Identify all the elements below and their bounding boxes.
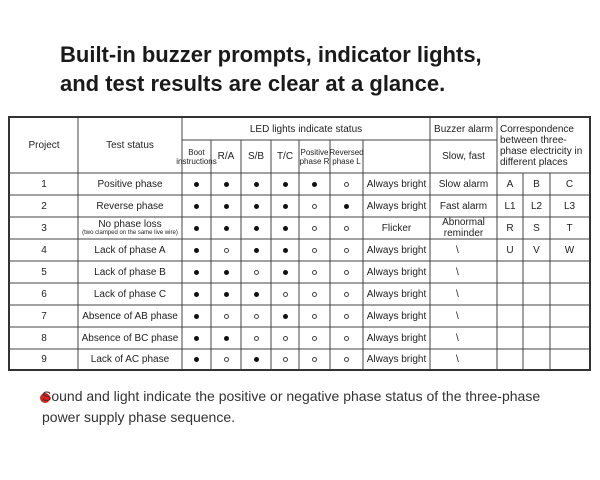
row-test-status	[78, 217, 182, 239]
row-status-subtext: (two clamped on the same live wire)	[82, 230, 178, 236]
row-project: 1	[41, 178, 47, 190]
row-buzzer: \	[456, 310, 459, 322]
led-on-icon	[224, 226, 229, 231]
led-off-icon	[283, 336, 288, 341]
row-led-mode: Always bright	[366, 288, 427, 300]
row-correspondence: B	[533, 178, 540, 190]
led-off-icon	[344, 357, 349, 362]
row-correspondence: W	[564, 244, 575, 256]
row-status-text: No phase loss	[98, 219, 162, 230]
row-status-text: Absence of AB phase	[82, 310, 178, 322]
led-off-icon	[312, 204, 317, 209]
row-correspondence	[497, 305, 523, 327]
row-led-mode: Always bright	[366, 200, 427, 212]
row-correspondence	[523, 261, 550, 283]
led-off-icon	[254, 270, 259, 275]
row-test-status	[78, 349, 182, 369]
led-on-icon	[254, 248, 259, 253]
led-on-icon	[283, 248, 288, 253]
led-off-icon	[312, 248, 317, 253]
led-off-icon	[344, 336, 349, 341]
led-off-icon	[344, 270, 349, 275]
led-off-icon	[344, 248, 349, 253]
header-boot: Boot instructions	[176, 147, 217, 166]
row-buzzer: \	[456, 244, 459, 256]
row-correspondence	[550, 327, 589, 349]
led-on-icon	[224, 270, 229, 275]
row-test-status	[78, 261, 182, 283]
row-project: 9	[41, 353, 47, 365]
led-on-icon	[283, 182, 288, 187]
led-on-icon	[283, 226, 288, 231]
row-correspondence	[497, 261, 523, 283]
row-test-status	[78, 305, 182, 327]
row-correspondence: R	[506, 222, 514, 234]
led-off-icon	[312, 292, 317, 297]
row-buzzer: \	[456, 266, 459, 278]
row-correspondence: L2	[530, 200, 543, 212]
led-on-icon	[224, 182, 229, 187]
led-off-icon	[312, 336, 317, 341]
led-off-icon	[224, 357, 229, 362]
led-off-icon	[344, 292, 349, 297]
row-correspondence	[523, 283, 550, 305]
led-off-icon	[283, 292, 288, 297]
row-correspondence	[523, 305, 550, 327]
row-correspondence	[550, 349, 589, 369]
led-off-icon	[344, 182, 349, 187]
row-status-text: Absence of BC phase	[81, 332, 179, 344]
row-correspondence: L1	[504, 200, 516, 212]
row-status-text: Lack of phase B	[94, 266, 166, 278]
row-correspondence	[523, 349, 550, 369]
row-project: 8	[41, 332, 47, 344]
row-test-status	[78, 283, 182, 305]
row-led-mode: Flicker	[381, 222, 412, 234]
row-buzzer: Fast alarm	[439, 200, 488, 212]
header-led-group: LED lights indicate status	[249, 123, 363, 135]
header-ra: R/A	[217, 151, 235, 162]
row-correspondence: S	[533, 222, 540, 234]
row-buzzer: Abnormal reminder	[442, 217, 485, 239]
led-on-icon	[194, 270, 199, 275]
header-reversed-phase: Reversed phase L	[329, 147, 364, 166]
row-project: 5	[41, 266, 47, 278]
row-project: 7	[41, 310, 47, 322]
row-correspondence	[497, 327, 523, 349]
row-led-mode: Always bright	[366, 310, 427, 322]
led-on-icon	[254, 357, 259, 362]
header-buzzer-sub: Slow, fast	[442, 151, 485, 162]
row-led-mode: Always bright	[366, 266, 427, 278]
led-off-icon	[312, 270, 317, 275]
row-led-mode: Always bright	[366, 332, 427, 344]
led-on-icon	[194, 182, 199, 187]
row-correspondence: V	[533, 244, 540, 256]
led-off-icon	[344, 226, 349, 231]
row-project: 6	[41, 288, 47, 300]
led-on-icon	[283, 314, 288, 319]
led-on-icon	[194, 226, 199, 231]
header-project: Project	[28, 140, 60, 151]
led-off-icon	[312, 314, 317, 319]
header-buzzer: Buzzer alarm	[434, 123, 493, 135]
header-sb: S/B	[247, 151, 265, 162]
led-on-icon	[224, 336, 229, 341]
led-on-icon	[312, 182, 317, 187]
led-on-icon	[344, 204, 349, 209]
row-correspondence	[497, 283, 523, 305]
led-off-icon	[283, 357, 288, 362]
header-correspondence: Correspondence between three-phase electricity in different places	[500, 123, 583, 168]
row-buzzer: \	[456, 288, 459, 300]
row-correspondence: C	[565, 178, 574, 190]
led-off-icon	[254, 314, 259, 319]
row-correspondence	[550, 283, 589, 305]
row-status-text: Lack of AC phase	[90, 353, 170, 365]
row-led-mode: Always bright	[366, 353, 427, 365]
row-project: 2	[41, 200, 47, 212]
led-on-icon	[194, 336, 199, 341]
headline-line-1: Built-in buzzer prompts, indicator lights,	[60, 42, 482, 67]
row-project: 4	[41, 244, 47, 256]
headline-line-2: and test results are clear at a glance.	[60, 71, 446, 96]
row-correspondence: T	[566, 222, 573, 234]
row-project: 3	[41, 222, 47, 234]
row-test-status	[78, 239, 182, 261]
led-off-icon	[254, 336, 259, 341]
row-buzzer: \	[456, 353, 459, 365]
row-status-text: Positive phase	[97, 178, 163, 190]
row-correspondence	[550, 305, 589, 327]
led-on-icon	[194, 357, 199, 362]
header-tc: T/C	[276, 151, 294, 162]
status-table	[8, 116, 591, 371]
row-correspondence	[550, 261, 589, 283]
row-test-status	[78, 195, 182, 217]
led-on-icon	[283, 204, 288, 209]
led-on-icon	[224, 204, 229, 209]
led-on-icon	[254, 204, 259, 209]
led-on-icon	[194, 292, 199, 297]
led-on-icon	[254, 226, 259, 231]
led-on-icon	[194, 314, 199, 319]
row-test-status	[78, 327, 182, 349]
led-on-icon	[224, 292, 229, 297]
led-off-icon	[312, 226, 317, 231]
row-correspondence: A	[506, 178, 514, 190]
row-status-text: Lack of phase C	[93, 288, 167, 300]
led-on-icon	[194, 248, 199, 253]
led-off-icon	[344, 314, 349, 319]
header-test-status: Test status	[106, 140, 154, 151]
footnote: Sound and light indicate the positive or negative phase status of the three-phase power supply phase sequence.	[42, 388, 541, 425]
led-off-icon	[312, 357, 317, 362]
led-on-icon	[254, 292, 259, 297]
row-status-text: Reverse phase	[96, 200, 164, 212]
headline	[60, 40, 580, 98]
led-on-icon	[283, 270, 288, 275]
row-correspondence: U	[506, 244, 514, 256]
row-correspondence	[497, 349, 523, 369]
row-buzzer: \	[456, 332, 459, 344]
row-led-mode: Always bright	[366, 244, 427, 256]
row-correspondence	[523, 327, 550, 349]
row-led-mode: Always bright	[366, 178, 427, 190]
row-buzzer: Slow alarm	[438, 178, 489, 190]
header-positive-phase: Positive phase R	[299, 147, 330, 166]
row-status-text: Lack of phase A	[94, 244, 166, 256]
row-correspondence: L3	[563, 200, 576, 212]
led-on-icon	[194, 204, 199, 209]
row-test-status	[78, 173, 182, 195]
led-off-icon	[224, 314, 229, 319]
led-on-icon	[254, 182, 259, 187]
led-off-icon	[224, 248, 229, 253]
